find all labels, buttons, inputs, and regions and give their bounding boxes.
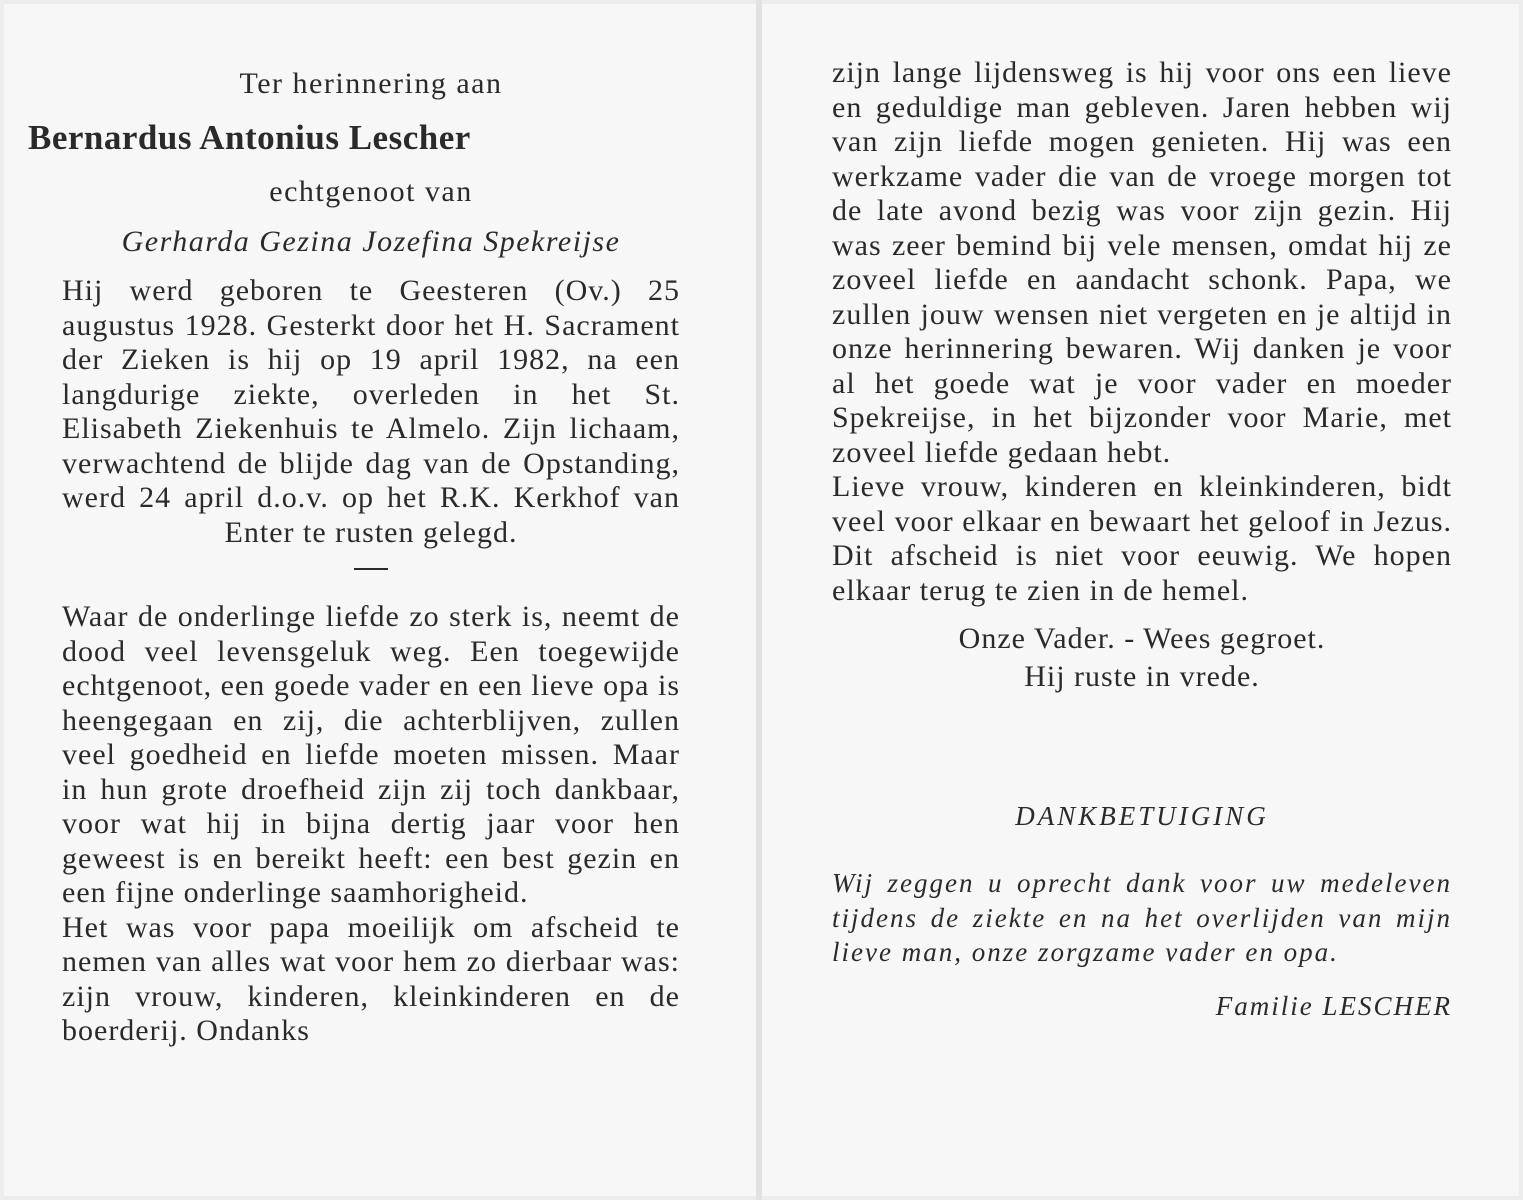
rest-in-peace-line: Hij ruste in vrede. — [1024, 660, 1260, 693]
left-column — [28, 62, 680, 1049]
thanks-title: DANKBETUIGING — [1015, 801, 1269, 831]
biography-paragraph: Hij werd geboren te Geesteren (Ov.) 25 augustus 1928. Gesterkt door het H. Sacrament der Zieken is hij op 19 april 1982, na een langdurige ziekte, overleden in het St. Elisabeth Ziekenhuis te Almelo. Zijn lichaam, verwachtend de blijde dag van de Opstanding, werd 24 april d.o.v. op het R.K. Kerkhof van Enter te rusten gelegd. — [62, 274, 680, 549]
tribute-paragraph-2: Het was voor papa moeilijk om afscheid te nemen van alles wat voor hem zo dierbaar was: zijn vrouw, kinderen, kleinkinderen en de boerderij. Ondanks — [62, 910, 680, 1047]
prayer-line: Onze Vader. - Wees gegroet. — [958, 622, 1326, 655]
family-signature: Familie LESCHER — [1215, 990, 1452, 1021]
intro-line: Ter herinnering aan — [239, 67, 503, 100]
tribute-paragraph-1: Waar de onderlinge liefde zo sterk is, neemt de dood veel levensgeluk weg. Een toegewijde echtgenoot, een goede vader en een lieve opa is heengegaan en zij, die achterblijven, zullen veel goedheid en liefde moeten missen. Maar in hun grote droefheid zijn zij toch dankbaar, voor wat hij in bijna dertig jaar voor hen geweest is en bereikt heeft: een best gezin en een fijne onderlinge saamhorigheid. — [62, 600, 680, 909]
section-divider — [354, 568, 388, 570]
right-page — [762, 4, 1519, 1196]
spouse-label: echtgenoot van — [269, 175, 473, 208]
continuation-paragraph: zijn lange lijdensweg is hij voor ons een lieve en geduldige man gebleven. Jaren hebben wij van zijn liefde mogen genieten. Hij was een werkzame vader die van de vroege morgen tot de late avond bezig was voor zijn gezin. Hij was zeer bemind bij vele mensen, omdat hij ze zoveel liefde en aandacht schonk. Papa, we zullen jouw wensen niet vergeten en je altijd in onze herinnering bewaren. Wij danken je voor al het goede wat je voor vader en moeder Spekreijse, in het bijzonder voor Marie, met zoveel liefde gedaan hebt. — [832, 56, 1452, 469]
deceased-name: Bernardus Antonius Lescher — [28, 118, 471, 157]
left-page — [4, 4, 756, 1196]
spouse-name: Gerharda Gezina Jozefina Spekreijse — [121, 225, 621, 258]
thanks-text: Wij zeggen u oprecht dank voor uw medeleven tijdens de ziekte en na het overlijden van mijn lieve man, onze zorgzame vader en opa. — [832, 868, 1452, 967]
right-column — [832, 56, 1452, 1024]
farewell-paragraph: Lieve vrouw, kinderen en kleinkinderen, bidt veel voor elkaar en bewaart het geloof in Jezus. Dit afscheid is niet voor eeuwig. We hopen elkaar terug te zien in de hemel. — [832, 470, 1452, 607]
